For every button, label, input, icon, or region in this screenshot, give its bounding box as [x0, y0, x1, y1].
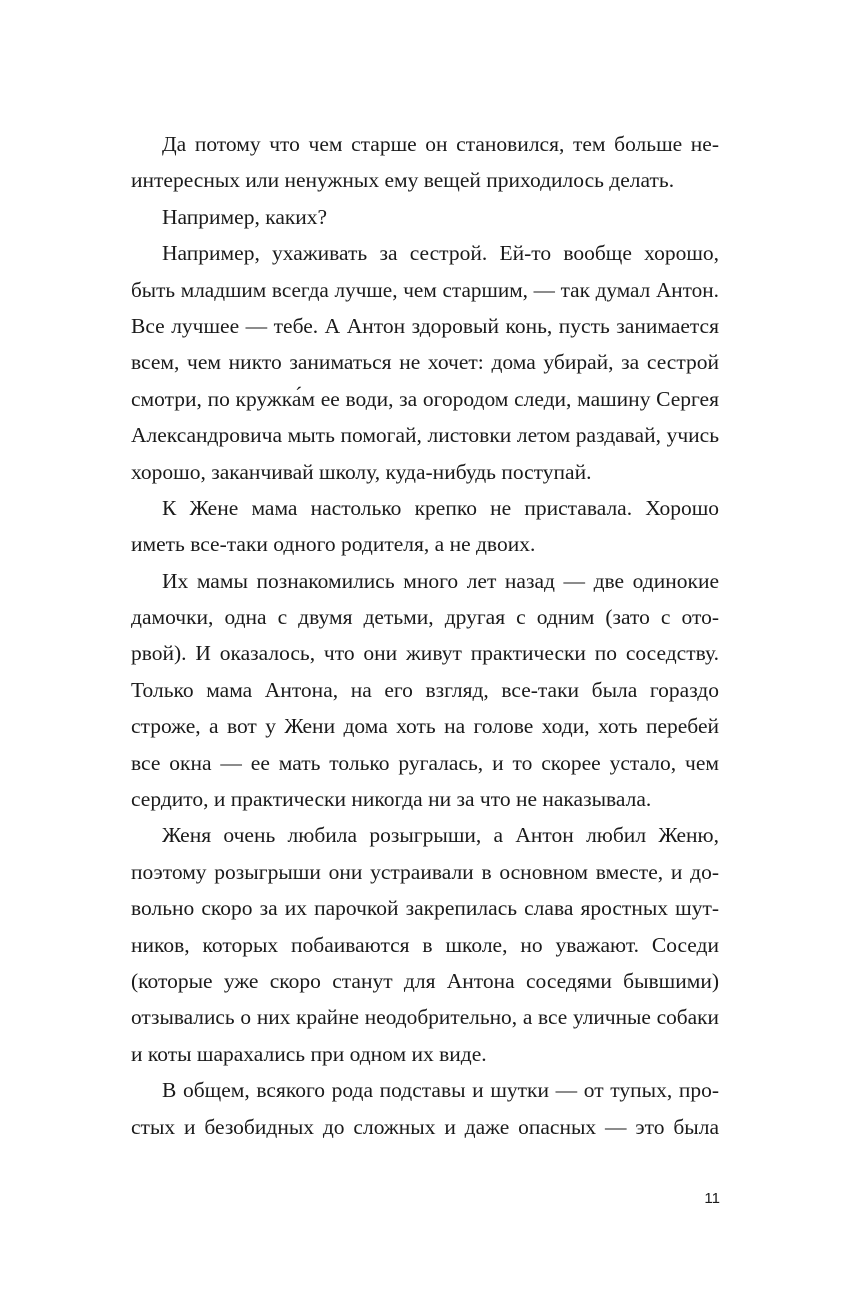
text-line: ников, которых побаиваются в школе, но уважают. Соседи [131, 932, 719, 957]
text-line: интересных или ненужных ему вещей приходилось делать. [131, 168, 675, 193]
paragraph [131, 235, 719, 490]
paragraph [131, 199, 719, 235]
text-line: В общем, всякого рода подставы и шутки — от тупых, про- [162, 1078, 719, 1103]
text-line: иметь все-таки одного родителя, а не двоих. [131, 532, 536, 557]
text-line: Их мамы познакомились много лет назад — две одинокие [162, 568, 719, 593]
text-line: дамочки, одна с двумя детьми, другая с одним (зато с ото- [131, 605, 719, 630]
text-line: и коты шарахались при одном их виде. [131, 1041, 487, 1066]
text-line: К Жене мама настолько крепко не приставала. Хорошо [162, 495, 719, 520]
text-line: поэтому розыгрыши они устраивали в основном вместе, и до- [131, 859, 719, 884]
text-line: Только мама Антона, на его взгляд, все-таки была гораздо [131, 677, 719, 702]
text-line: сердито, и практически никогда ни за что не наказывала. [131, 787, 652, 812]
text-line: стых и безобидных до сложных и даже опасных — это была [131, 1114, 719, 1139]
text-line: Например, ухаживать за сестрой. Ей-то вообще хорошо, [162, 241, 719, 266]
text-line: рвой). И оказалось, что они живут практически по соседству. [131, 641, 719, 666]
paragraph [131, 1072, 719, 1145]
paragraph [131, 563, 719, 818]
book-page-body [131, 126, 719, 1145]
text-line: (которые уже скоро станут для Антона соседями бывшими) [131, 968, 719, 993]
paragraph [131, 126, 719, 199]
text-line: Женя очень любила розыгрыши, а Антон любил Женю, [162, 823, 719, 848]
text-line: Например, каких? [162, 204, 328, 229]
text-line: все окна — ее мать только ругалась, и то скорее устало, чем [131, 750, 719, 775]
page-number: 11 [704, 1190, 720, 1207]
text-line: вольно скоро за их парочкой закрепилась слава яростных шут- [131, 896, 719, 921]
text-line: Да потому что чем старше он становился, тем больше не- [162, 132, 719, 156]
paragraph [131, 817, 719, 1072]
text-line: смотри, по кружка́м ее води, за огородом следи, машину Сергея [131, 386, 719, 411]
text-line: Александровича мыть помогай, листовки летом раздавай, учись [131, 423, 719, 448]
text-line: Все лучшее — тебе. А Антон здоровый конь, пусть занимается [131, 313, 719, 338]
text-line: хорошо, заканчивай школу, куда-нибудь поступай. [131, 459, 592, 484]
text-line: строже, а вот у Жени дома хоть на голове ходи, хоть перебей [131, 714, 719, 739]
paragraph [131, 490, 719, 563]
text-line: отзывались о них крайне неодобрительно, а все уличные собаки [131, 1005, 719, 1030]
text-line: всем, чем никто заниматься не хочет: дома убирай, за сестрой [131, 350, 719, 375]
text-line: быть младшим всегда лучше, чем старшим, — так думал Антон. [131, 277, 719, 302]
